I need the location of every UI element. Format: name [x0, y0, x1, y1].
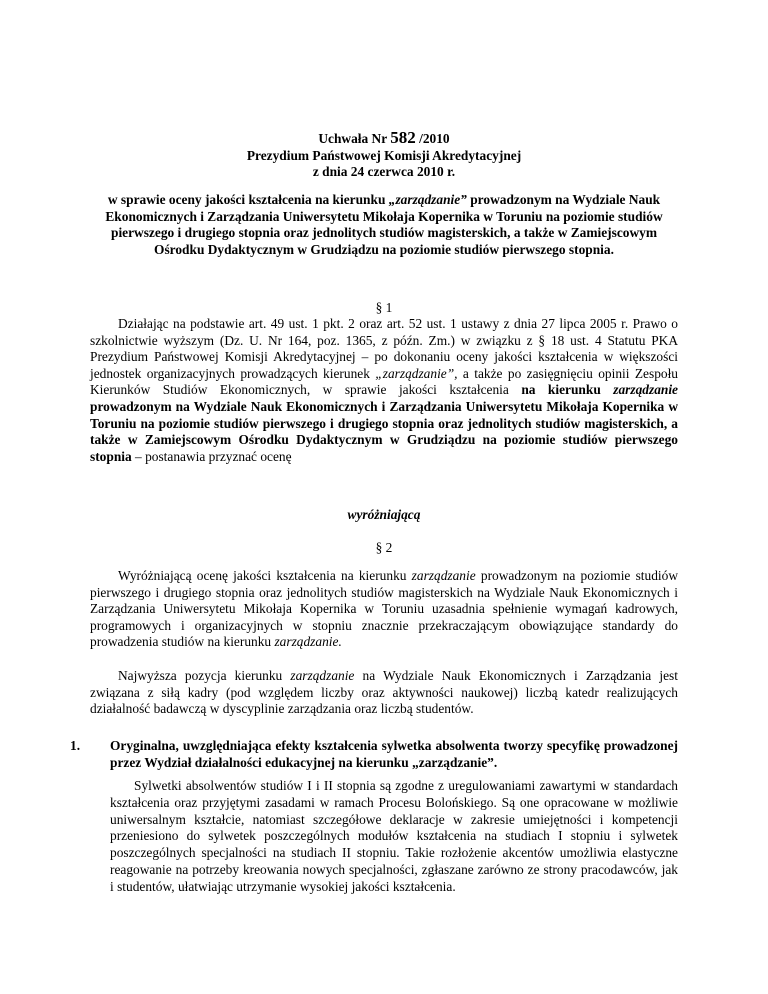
point-1-number: 1. [70, 738, 81, 753]
point-1-heading: 1. Oryginalna, uwzględniająca efekty kształcenia sylwetka absolwenta tworzy specyfikę prowadzonej przez Wydział działalności edukacyjnej na kierunku „zarządzanie”. [70, 738, 678, 770]
section-2-heading: § 2 [375, 540, 393, 555]
section-1-heading: § 1 [375, 300, 393, 315]
resolution-date: z dnia 24 czerwca 2010 r. [312, 164, 456, 179]
issuing-body: Prezydium Państwowej Komisji Akredytacyjnej [246, 147, 522, 163]
assessment-verdict: wyróżniającą [347, 507, 421, 522]
resolution-number: 582 [390, 128, 416, 147]
resolution-title: Uchwała Nr 582 /2010 [318, 128, 450, 147]
section-2-paragraph-2: Najwyższa pozycja kierunku zarządzanie na Wydziale Nauk Ekonomicznych i Zarządzania jest związana z siłą kadry (pod względem liczby oraz aktywności naukowej) liczbą katedr realizujących działalność badawczą w dyscyplinie zarządzania oraz liczbą studentów. [90, 668, 678, 717]
point-1-body: Sylwetki absolwentów studiów I i II stopnia są zgodne z uregulowaniami zawartymi w standardach kształcenia oraz przyjętymi zasadami w ramach Procesu Bolońskiego. Są one opracowane w możliwie uniwersalnym kształcie, natomiast szczegółowe deklaracje w zakresie umiejętności i kompetencji przeniesiono do sylwetek poszczególnych modułów kształcenia na studiach I stopniu i sylwetek poszczególnych specjalności na studiach II stopniu. Takie rozłożenie akcentów umożliwia elastyczne reagowanie na potrzeby kreowania nowych specjalności, zgłaszane zarówno ze strony pracodawców, jak i studentów, ułatwiając utrzymanie wysokiej jakości kształcenia. [110, 778, 678, 894]
resolution-subject: w sprawie oceny jakości kształcenia na kierunku „zarządzanie” prowadzonym na Wydziale Nauk Ekonomicznych i Zarządzania Uniwersytetu Mikołaja Kopernika w Toruniu na poziomie studiów pierwszego i drugiego stopnia oraz jednolitych studiów magisterskich, a także w Zamiejscowym Ośrodku Dydaktycznym w Grudziądzu na poziomie studiów pierwszego stopnia. [105, 192, 663, 257]
section-1-text: Działając na podstawie art. 49 ust. 1 pkt. 2 oraz art. 52 ust. 1 ustawy z dnia 27 lipca 2005 r. Prawo o szkolnictwie wyższym (Dz. U. Nr 164, poz. 1365, z późn. Zm.) w związku z § 18 ust. 4 Statutu PKA Prezydium Państwowej Komisji Akredytacyjnej – po dokonaniu oceny jakości kształcenia w większości jednostek organizacyjnych prowadzących kierunek „zarządzanie”, a także po zasięgnięciu opinii Zespołu Kierunków Studiów Ekonomicznych, w sprawie jakości kształcenia na kierunku zarządzanie prowadzonym na Wydziale Nauk Ekonomicznych i Zarządzania Uniwersytetu Mikołaja Kopernika w Toruniu na poziomie studiów pierwszego i drugiego stopnia oraz jednolitych studiów magisterskich, a także w Zamiejscowym Ośrodku Dydaktycznym w Grudziądzu na poziomie studiów pierwszego stopnia – postanawia przyznać ocenę [90, 316, 679, 464]
resolution-header [90, 130, 678, 181]
section-2-paragraph-1: Wyróżniającą ocenę jakości kształcenia na kierunku zarządzanie prowadzonym na poziomie studiów pierwszego i drugiego stopnia oraz jednolitych studiów magisterskich na Wydziale Nauk Ekonomicznych i Zarządzania Uniwersytetu Mikołaja Kopernika w Toruniu uzasadnia spełnienie wymagań kadrowych, programowych i organizacyjnych w stopniu znacznie przekraczającym obowiązujące standardy do prowadzenia studiów na kierunku zarządzanie. [90, 568, 678, 650]
